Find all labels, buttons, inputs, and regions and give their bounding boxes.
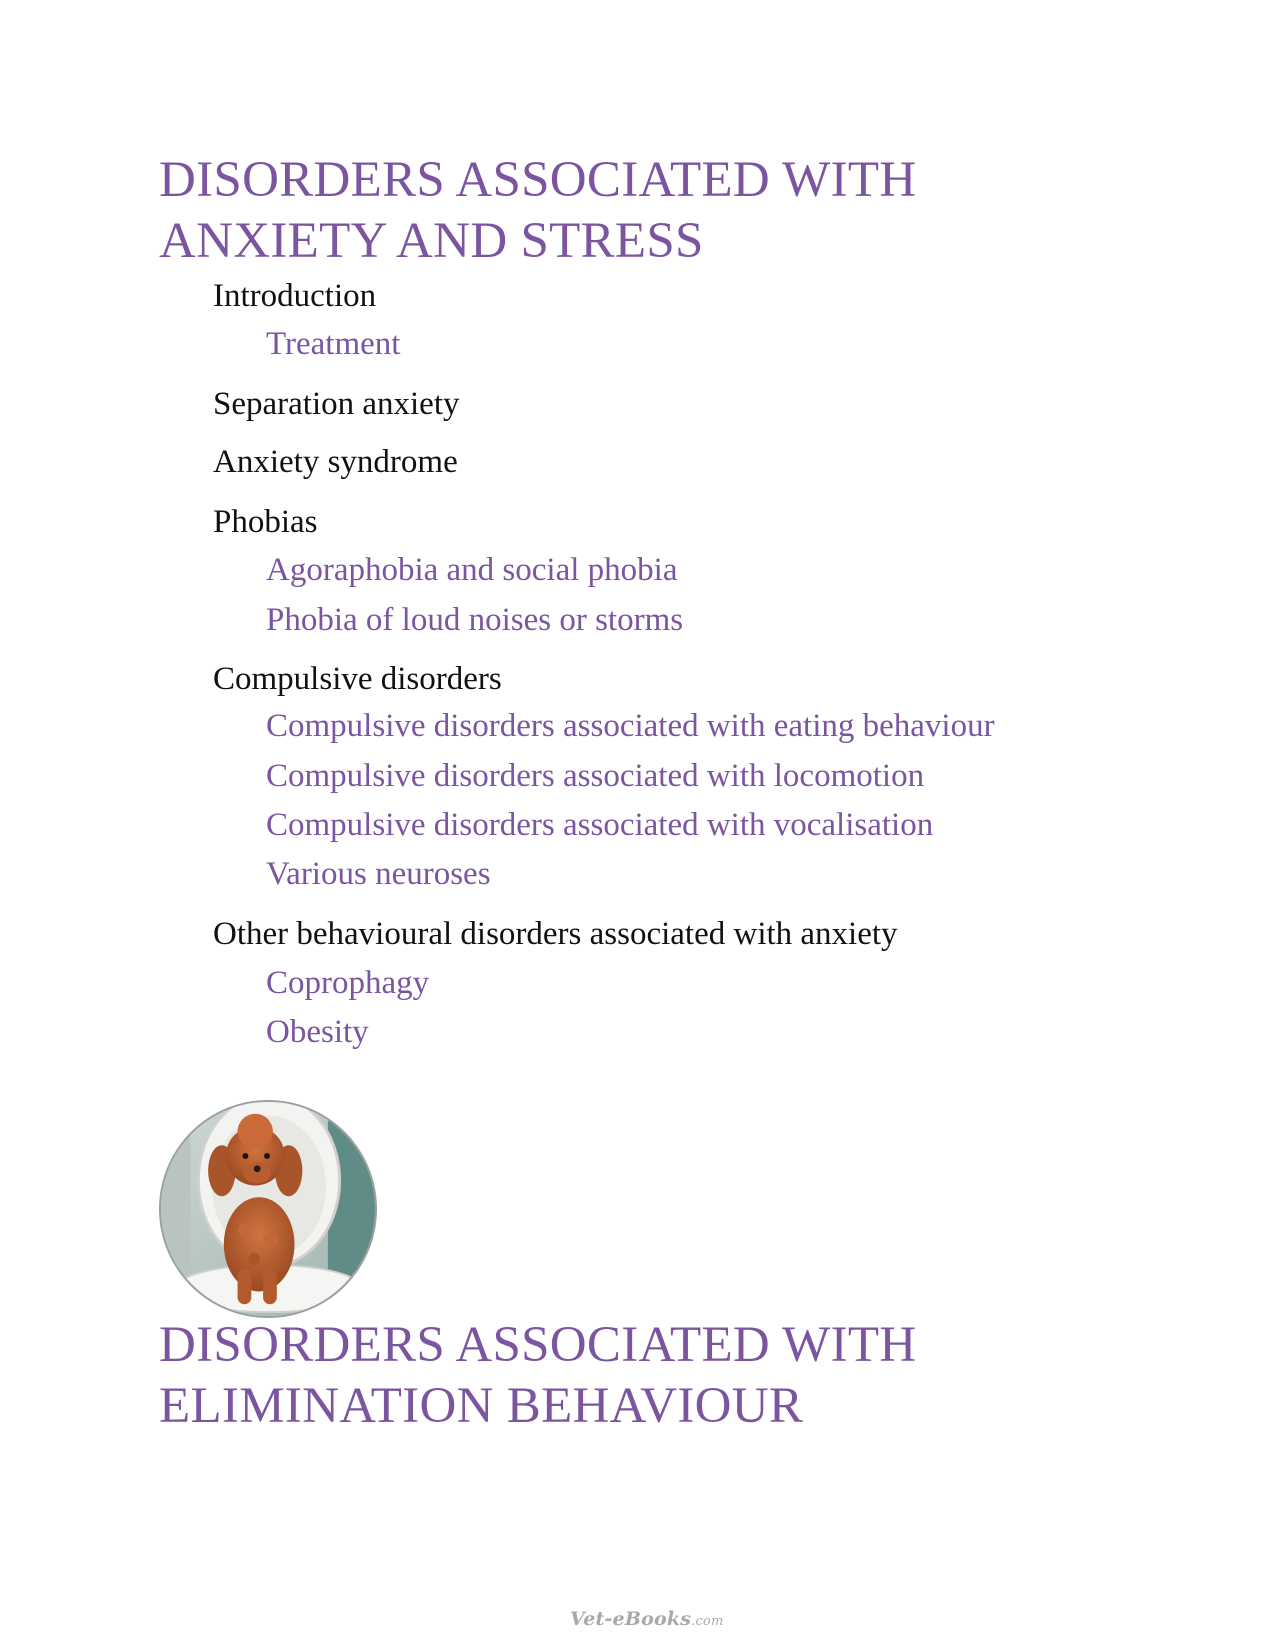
- toc-item-compulsive-disorders[interactable]: Compulsive disorders: [213, 661, 502, 697]
- toc-item-introduction[interactable]: Introduction: [213, 278, 377, 314]
- toc-subitem-various-neuroses[interactable]: Various neuroses: [266, 856, 491, 892]
- toc-subitem-compulsive-locomotion[interactable]: Compulsive disorders associated with locomotion: [266, 758, 925, 794]
- watermark-logo: [570, 1608, 723, 1630]
- toc-item-other-behavioural-disorders[interactable]: Other behavioural disorders associated with anxiety: [213, 916, 898, 952]
- section-heading-elimination-behaviour: [159, 1315, 916, 1437]
- toc-item-anxiety-syndrome[interactable]: Anxiety syndrome: [213, 444, 458, 480]
- toc-subitem-compulsive-vocalisation[interactable]: Compulsive disorders associated with vocalisation: [266, 807, 934, 843]
- toc-item-phobias[interactable]: Phobias: [213, 504, 318, 540]
- toc-subitem-compulsive-eating[interactable]: Compulsive disorders associated with eating behaviour: [266, 708, 995, 744]
- toc-subitem-treatment[interactable]: Treatment: [266, 326, 401, 362]
- section-heading-anxiety-stress: [159, 150, 916, 272]
- toc-subitem-obesity[interactable]: Obesity: [266, 1014, 369, 1050]
- heading-line: DISORDERS ASSOCIATED WITH: [159, 152, 917, 208]
- watermark-domain: .com: [691, 1614, 724, 1629]
- toc-subitem-coprophagy[interactable]: Coprophagy: [266, 965, 430, 1001]
- toc-item-separation-anxiety[interactable]: Separation anxiety: [213, 386, 460, 422]
- toc-subitem-agoraphobia[interactable]: Agoraphobia and social phobia: [266, 552, 678, 588]
- heading-line: ELIMINATION BEHAVIOUR: [159, 1378, 804, 1434]
- heading-line: DISORDERS ASSOCIATED WITH: [159, 1317, 917, 1373]
- poodle-on-toilet-photo: [159, 1100, 377, 1318]
- heading-line: ANXIETY AND STRESS: [159, 213, 704, 269]
- poodle-illustration: [161, 1102, 375, 1316]
- toc-subitem-loud-noises-phobia[interactable]: Phobia of loud noises or storms: [266, 602, 684, 638]
- watermark-text: Vet-eBooks: [570, 1608, 692, 1630]
